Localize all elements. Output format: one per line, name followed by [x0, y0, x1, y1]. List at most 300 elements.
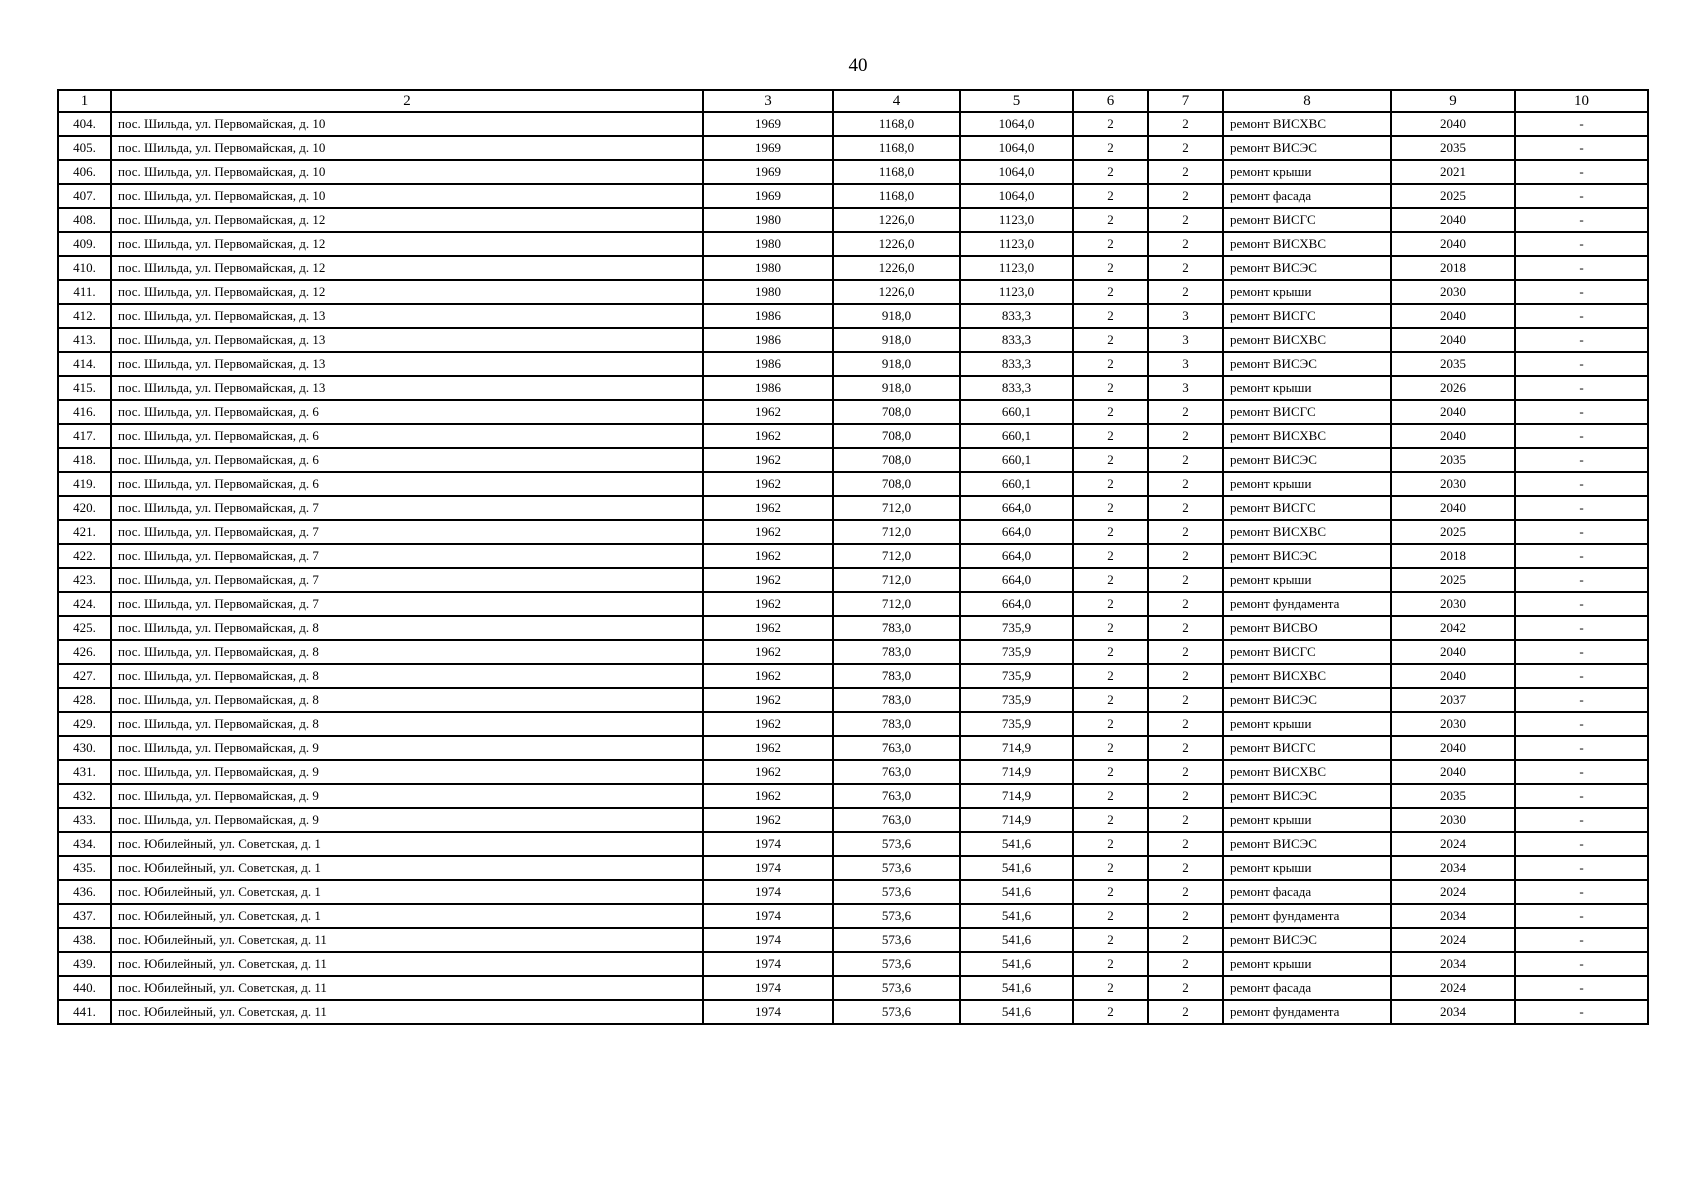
cell-year-built: 1962 [703, 520, 833, 544]
table-row [58, 184, 1648, 208]
cell-row-number: 422. [58, 544, 111, 568]
column-header-6: 6 [1073, 90, 1148, 112]
table-row [58, 112, 1648, 136]
cell-year-built: 1980 [703, 280, 833, 304]
cell-entrances: 2 [1148, 568, 1223, 592]
table-row [58, 256, 1648, 280]
cell-floors: 2 [1073, 784, 1148, 808]
cell-living-area: 1123,0 [960, 232, 1073, 256]
cell-address: пос. Шильда, ул. Первомайская, д. 8 [111, 664, 703, 688]
table-row [58, 496, 1648, 520]
cell-work-type: ремонт ВИСЭС [1223, 784, 1391, 808]
table-row [58, 544, 1648, 568]
cell-row-number: 428. [58, 688, 111, 712]
cell-entrances: 2 [1148, 520, 1223, 544]
cell-note: - [1515, 664, 1648, 688]
cell-floors: 2 [1073, 952, 1148, 976]
cell-work-type: ремонт ВИСЭС [1223, 832, 1391, 856]
cell-living-area: 664,0 [960, 496, 1073, 520]
cell-total-area: 918,0 [833, 376, 960, 400]
cell-floors: 2 [1073, 304, 1148, 328]
cell-entrances: 3 [1148, 376, 1223, 400]
cell-year-built: 1974 [703, 904, 833, 928]
cell-living-area: 833,3 [960, 352, 1073, 376]
cell-living-area: 541,6 [960, 856, 1073, 880]
cell-work-type: ремонт ВИСЭС [1223, 352, 1391, 376]
cell-work-type: ремонт ВИСХВС [1223, 232, 1391, 256]
cell-total-area: 918,0 [833, 304, 960, 328]
cell-address: пос. Шильда, ул. Первомайская, д. 9 [111, 784, 703, 808]
cell-floors: 2 [1073, 736, 1148, 760]
cell-row-number: 437. [58, 904, 111, 928]
cell-note: - [1515, 352, 1648, 376]
cell-note: - [1515, 472, 1648, 496]
cell-work-type: ремонт ВИСЭС [1223, 544, 1391, 568]
cell-total-area: 708,0 [833, 424, 960, 448]
table-body [58, 112, 1648, 1024]
cell-living-area: 664,0 [960, 568, 1073, 592]
column-header-9: 9 [1391, 90, 1515, 112]
cell-row-number: 423. [58, 568, 111, 592]
cell-entrances: 2 [1148, 544, 1223, 568]
cell-work-type: ремонт крыши [1223, 472, 1391, 496]
cell-address: пос. Шильда, ул. Первомайская, д. 7 [111, 520, 703, 544]
cell-address: пос. Юбилейный, ул. Советская, д. 11 [111, 952, 703, 976]
table-row [58, 616, 1648, 640]
table-row [58, 208, 1648, 232]
cell-note: - [1515, 256, 1648, 280]
cell-row-number: 404. [58, 112, 111, 136]
cell-row-number: 416. [58, 400, 111, 424]
cell-planned-year: 2040 [1391, 496, 1515, 520]
cell-planned-year: 2040 [1391, 664, 1515, 688]
cell-address: пос. Шильда, ул. Первомайская, д. 6 [111, 472, 703, 496]
cell-address: пос. Шильда, ул. Первомайская, д. 9 [111, 736, 703, 760]
cell-year-built: 1969 [703, 160, 833, 184]
cell-note: - [1515, 232, 1648, 256]
cell-planned-year: 2024 [1391, 976, 1515, 1000]
table-row [58, 520, 1648, 544]
cell-planned-year: 2040 [1391, 400, 1515, 424]
cell-address: пос. Шильда, ул. Первомайская, д. 9 [111, 808, 703, 832]
cell-row-number: 418. [58, 448, 111, 472]
table-row [58, 856, 1648, 880]
table-row [58, 904, 1648, 928]
cell-entrances: 3 [1148, 328, 1223, 352]
cell-entrances: 2 [1148, 976, 1223, 1000]
cell-planned-year: 2040 [1391, 304, 1515, 328]
cell-address: пос. Шильда, ул. Первомайская, д. 10 [111, 160, 703, 184]
cell-floors: 2 [1073, 760, 1148, 784]
cell-planned-year: 2030 [1391, 592, 1515, 616]
cell-work-type: ремонт крыши [1223, 808, 1391, 832]
cell-total-area: 708,0 [833, 400, 960, 424]
cell-address: пос. Шильда, ул. Первомайская, д. 8 [111, 616, 703, 640]
cell-address: пос. Шильда, ул. Первомайская, д. 12 [111, 256, 703, 280]
table-row [58, 712, 1648, 736]
cell-note: - [1515, 640, 1648, 664]
column-header-8: 8 [1223, 90, 1391, 112]
table-row [58, 136, 1648, 160]
cell-planned-year: 2037 [1391, 688, 1515, 712]
cell-year-built: 1962 [703, 592, 833, 616]
cell-address: пос. Шильда, ул. Первомайская, д. 10 [111, 184, 703, 208]
cell-total-area: 1226,0 [833, 232, 960, 256]
cell-note: - [1515, 112, 1648, 136]
cell-living-area: 714,9 [960, 808, 1073, 832]
cell-living-area: 541,6 [960, 976, 1073, 1000]
cell-address: пос. Юбилейный, ул. Советская, д. 1 [111, 832, 703, 856]
cell-year-built: 1962 [703, 424, 833, 448]
cell-work-type: ремонт ВИСГС [1223, 640, 1391, 664]
cell-row-number: 408. [58, 208, 111, 232]
cell-work-type: ремонт ВИСХВС [1223, 760, 1391, 784]
cell-total-area: 573,6 [833, 832, 960, 856]
cell-year-built: 1962 [703, 616, 833, 640]
cell-note: - [1515, 304, 1648, 328]
cell-planned-year: 2018 [1391, 256, 1515, 280]
cell-year-built: 1962 [703, 640, 833, 664]
cell-address: пос. Шильда, ул. Первомайская, д. 13 [111, 376, 703, 400]
cell-entrances: 2 [1148, 880, 1223, 904]
cell-row-number: 411. [58, 280, 111, 304]
column-header-10: 10 [1515, 90, 1648, 112]
cell-total-area: 783,0 [833, 640, 960, 664]
cell-living-area: 664,0 [960, 544, 1073, 568]
table-row [58, 280, 1648, 304]
cell-living-area: 1064,0 [960, 112, 1073, 136]
cell-entrances: 2 [1148, 760, 1223, 784]
cell-living-area: 833,3 [960, 328, 1073, 352]
cell-address: пос. Юбилейный, ул. Советская, д. 1 [111, 904, 703, 928]
cell-floors: 2 [1073, 616, 1148, 640]
cell-work-type: ремонт ВИСЭС [1223, 136, 1391, 160]
cell-row-number: 406. [58, 160, 111, 184]
cell-entrances: 2 [1148, 496, 1223, 520]
data-table [57, 89, 1649, 1025]
cell-year-built: 1969 [703, 112, 833, 136]
table-row [58, 592, 1648, 616]
cell-floors: 2 [1073, 136, 1148, 160]
cell-total-area: 1226,0 [833, 208, 960, 232]
cell-note: - [1515, 616, 1648, 640]
cell-work-type: ремонт ВИСХВС [1223, 112, 1391, 136]
cell-address: пос. Юбилейный, ул. Советская, д. 1 [111, 856, 703, 880]
cell-address: пос. Шильда, ул. Первомайская, д. 10 [111, 136, 703, 160]
cell-planned-year: 2030 [1391, 472, 1515, 496]
cell-year-built: 1980 [703, 232, 833, 256]
cell-work-type: ремонт фасада [1223, 880, 1391, 904]
cell-total-area: 1226,0 [833, 280, 960, 304]
cell-row-number: 420. [58, 496, 111, 520]
cell-work-type: ремонт фасада [1223, 976, 1391, 1000]
cell-total-area: 712,0 [833, 544, 960, 568]
cell-floors: 2 [1073, 520, 1148, 544]
table-row [58, 688, 1648, 712]
cell-work-type: ремонт крыши [1223, 280, 1391, 304]
column-header-5: 5 [960, 90, 1073, 112]
cell-entrances: 2 [1148, 952, 1223, 976]
cell-work-type: ремонт фундамента [1223, 592, 1391, 616]
cell-year-built: 1974 [703, 952, 833, 976]
cell-floors: 2 [1073, 976, 1148, 1000]
cell-planned-year: 2035 [1391, 352, 1515, 376]
table-row [58, 352, 1648, 376]
cell-living-area: 735,9 [960, 640, 1073, 664]
table-row [58, 400, 1648, 424]
column-header-1: 1 [58, 90, 111, 112]
cell-address: пос. Шильда, ул. Первомайская, д. 7 [111, 592, 703, 616]
cell-total-area: 763,0 [833, 736, 960, 760]
cell-address: пос. Шильда, ул. Первомайская, д. 8 [111, 640, 703, 664]
cell-row-number: 421. [58, 520, 111, 544]
cell-note: - [1515, 208, 1648, 232]
cell-note: - [1515, 952, 1648, 976]
cell-row-number: 435. [58, 856, 111, 880]
cell-address: пос. Юбилейный, ул. Советская, д. 11 [111, 928, 703, 952]
column-header-4: 4 [833, 90, 960, 112]
cell-floors: 2 [1073, 112, 1148, 136]
cell-entrances: 2 [1148, 736, 1223, 760]
cell-year-built: 1974 [703, 880, 833, 904]
table-row [58, 448, 1648, 472]
cell-floors: 2 [1073, 208, 1148, 232]
cell-note: - [1515, 520, 1648, 544]
cell-row-number: 405. [58, 136, 111, 160]
cell-living-area: 541,6 [960, 952, 1073, 976]
cell-floors: 2 [1073, 184, 1148, 208]
cell-entrances: 2 [1148, 400, 1223, 424]
cell-row-number: 432. [58, 784, 111, 808]
cell-living-area: 541,6 [960, 928, 1073, 952]
cell-entrances: 2 [1148, 280, 1223, 304]
cell-work-type: ремонт крыши [1223, 568, 1391, 592]
cell-row-number: 438. [58, 928, 111, 952]
cell-note: - [1515, 496, 1648, 520]
cell-work-type: ремонт крыши [1223, 856, 1391, 880]
cell-floors: 2 [1073, 880, 1148, 904]
cell-planned-year: 2035 [1391, 136, 1515, 160]
cell-total-area: 783,0 [833, 664, 960, 688]
cell-floors: 2 [1073, 664, 1148, 688]
cell-floors: 2 [1073, 592, 1148, 616]
cell-entrances: 2 [1148, 712, 1223, 736]
table-row [58, 160, 1648, 184]
cell-work-type: ремонт ВИСЭС [1223, 928, 1391, 952]
cell-floors: 2 [1073, 376, 1148, 400]
cell-planned-year: 2040 [1391, 640, 1515, 664]
cell-total-area: 783,0 [833, 688, 960, 712]
cell-total-area: 573,6 [833, 976, 960, 1000]
cell-total-area: 573,6 [833, 928, 960, 952]
cell-entrances: 3 [1148, 352, 1223, 376]
cell-floors: 2 [1073, 640, 1148, 664]
cell-work-type: ремонт фундамента [1223, 1000, 1391, 1024]
cell-living-area: 735,9 [960, 664, 1073, 688]
table-row [58, 760, 1648, 784]
cell-year-built: 1986 [703, 376, 833, 400]
cell-note: - [1515, 688, 1648, 712]
cell-living-area: 664,0 [960, 520, 1073, 544]
cell-planned-year: 2018 [1391, 544, 1515, 568]
cell-entrances: 2 [1148, 256, 1223, 280]
cell-floors: 2 [1073, 472, 1148, 496]
cell-row-number: 419. [58, 472, 111, 496]
cell-address: пос. Шильда, ул. Первомайская, д. 12 [111, 280, 703, 304]
cell-address: пос. Шильда, ул. Первомайская, д. 6 [111, 424, 703, 448]
page-number: 40 [848, 55, 868, 76]
cell-note: - [1515, 280, 1648, 304]
cell-entrances: 2 [1148, 928, 1223, 952]
cell-row-number: 414. [58, 352, 111, 376]
cell-planned-year: 2025 [1391, 568, 1515, 592]
cell-year-built: 1980 [703, 208, 833, 232]
cell-living-area: 660,1 [960, 472, 1073, 496]
cell-address: пос. Шильда, ул. Первомайская, д. 12 [111, 232, 703, 256]
table-row [58, 664, 1648, 688]
cell-year-built: 1986 [703, 304, 833, 328]
cell-living-area: 833,3 [960, 376, 1073, 400]
cell-total-area: 1168,0 [833, 160, 960, 184]
table-row [58, 472, 1648, 496]
cell-note: - [1515, 880, 1648, 904]
cell-floors: 2 [1073, 856, 1148, 880]
table-row [58, 328, 1648, 352]
cell-note: - [1515, 904, 1648, 928]
cell-work-type: ремонт ВИСХВС [1223, 664, 1391, 688]
cell-total-area: 573,6 [833, 1000, 960, 1024]
cell-floors: 2 [1073, 544, 1148, 568]
cell-total-area: 712,0 [833, 520, 960, 544]
cell-year-built: 1962 [703, 784, 833, 808]
cell-note: - [1515, 592, 1648, 616]
cell-row-number: 407. [58, 184, 111, 208]
cell-note: - [1515, 928, 1648, 952]
cell-planned-year: 2040 [1391, 208, 1515, 232]
cell-address: пос. Шильда, ул. Первомайская, д. 6 [111, 448, 703, 472]
cell-total-area: 712,0 [833, 568, 960, 592]
cell-planned-year: 2035 [1391, 448, 1515, 472]
cell-work-type: ремонт ВИСГС [1223, 736, 1391, 760]
cell-address: пос. Шильда, ул. Первомайская, д. 9 [111, 760, 703, 784]
cell-year-built: 1962 [703, 688, 833, 712]
cell-address: пос. Юбилейный, ул. Советская, д. 11 [111, 1000, 703, 1024]
cell-row-number: 441. [58, 1000, 111, 1024]
cell-entrances: 2 [1148, 688, 1223, 712]
cell-note: - [1515, 1000, 1648, 1024]
table-row [58, 808, 1648, 832]
cell-living-area: 1123,0 [960, 280, 1073, 304]
cell-work-type: ремонт крыши [1223, 952, 1391, 976]
cell-entrances: 2 [1148, 832, 1223, 856]
cell-note: - [1515, 760, 1648, 784]
cell-planned-year: 2024 [1391, 832, 1515, 856]
cell-planned-year: 2034 [1391, 952, 1515, 976]
cell-address: пос. Шильда, ул. Первомайская, д. 7 [111, 544, 703, 568]
cell-entrances: 2 [1148, 184, 1223, 208]
cell-work-type: ремонт фасада [1223, 184, 1391, 208]
cell-row-number: 417. [58, 424, 111, 448]
cell-year-built: 1986 [703, 328, 833, 352]
cell-note: - [1515, 832, 1648, 856]
cell-planned-year: 2035 [1391, 784, 1515, 808]
cell-year-built: 1962 [703, 664, 833, 688]
cell-floors: 2 [1073, 448, 1148, 472]
cell-planned-year: 2040 [1391, 760, 1515, 784]
cell-note: - [1515, 856, 1648, 880]
cell-living-area: 714,9 [960, 736, 1073, 760]
table-row [58, 952, 1648, 976]
cell-floors: 2 [1073, 352, 1148, 376]
column-header-3: 3 [703, 90, 833, 112]
cell-row-number: 440. [58, 976, 111, 1000]
cell-entrances: 2 [1148, 904, 1223, 928]
cell-living-area: 735,9 [960, 712, 1073, 736]
cell-planned-year: 2034 [1391, 1000, 1515, 1024]
cell-total-area: 712,0 [833, 496, 960, 520]
cell-total-area: 573,6 [833, 952, 960, 976]
cell-address: пос. Шильда, ул. Первомайская, д. 10 [111, 112, 703, 136]
cell-year-built: 1962 [703, 712, 833, 736]
cell-floors: 2 [1073, 1000, 1148, 1024]
cell-living-area: 735,9 [960, 616, 1073, 640]
cell-note: - [1515, 976, 1648, 1000]
cell-living-area: 833,3 [960, 304, 1073, 328]
cell-row-number: 434. [58, 832, 111, 856]
cell-living-area: 660,1 [960, 448, 1073, 472]
cell-note: - [1515, 424, 1648, 448]
cell-floors: 2 [1073, 424, 1148, 448]
table-row [58, 880, 1648, 904]
cell-address: пос. Юбилейный, ул. Советская, д. 1 [111, 880, 703, 904]
cell-year-built: 1962 [703, 568, 833, 592]
cell-work-type: ремонт ВИСВО [1223, 616, 1391, 640]
cell-planned-year: 2026 [1391, 376, 1515, 400]
cell-total-area: 708,0 [833, 472, 960, 496]
cell-year-built: 1962 [703, 448, 833, 472]
cell-note: - [1515, 328, 1648, 352]
cell-living-area: 735,9 [960, 688, 1073, 712]
cell-year-built: 1969 [703, 184, 833, 208]
cell-entrances: 2 [1148, 208, 1223, 232]
cell-total-area: 573,6 [833, 880, 960, 904]
cell-entrances: 2 [1148, 592, 1223, 616]
table-row [58, 376, 1648, 400]
cell-address: пос. Шильда, ул. Первомайская, д. 8 [111, 712, 703, 736]
cell-entrances: 2 [1148, 448, 1223, 472]
cell-note: - [1515, 568, 1648, 592]
cell-entrances: 3 [1148, 304, 1223, 328]
cell-address: пос. Шильда, ул. Первомайская, д. 12 [111, 208, 703, 232]
table-row [58, 424, 1648, 448]
cell-floors: 2 [1073, 568, 1148, 592]
cell-note: - [1515, 712, 1648, 736]
cell-note: - [1515, 136, 1648, 160]
cell-note: - [1515, 544, 1648, 568]
cell-entrances: 2 [1148, 232, 1223, 256]
table-row [58, 736, 1648, 760]
cell-floors: 2 [1073, 904, 1148, 928]
cell-row-number: 427. [58, 664, 111, 688]
table-row [58, 832, 1648, 856]
cell-living-area: 714,9 [960, 784, 1073, 808]
cell-note: - [1515, 736, 1648, 760]
cell-entrances: 2 [1148, 784, 1223, 808]
cell-planned-year: 2030 [1391, 280, 1515, 304]
cell-entrances: 2 [1148, 424, 1223, 448]
cell-total-area: 1168,0 [833, 136, 960, 160]
cell-entrances: 2 [1148, 856, 1223, 880]
